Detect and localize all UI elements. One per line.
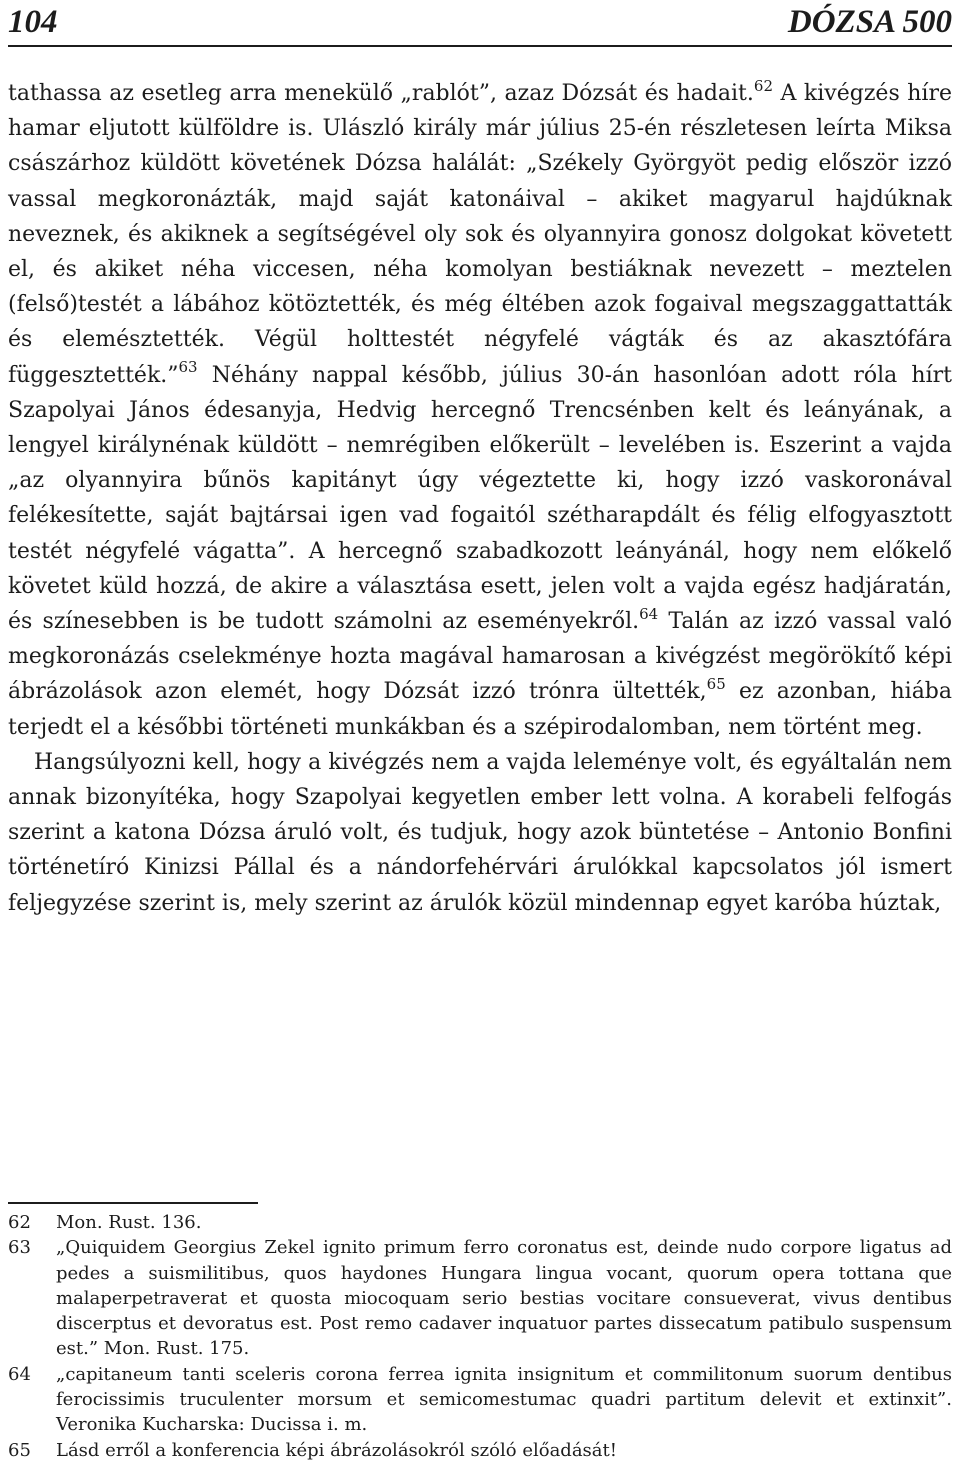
paragraph-2: Hangsúlyozni kell, hogy a kivégzés nem a vajda leleménye volt, és egyáltalán nem annak bizonyítéka, hogy Szapolyai kegyetlen ember lett volna. A korabeli felfogás szerint a katona Dózsa áruló volt, és tudjuk, hogy azok büntetése – Antonio Bonfini történetíró Kinizsi Pállal és a nándorfehérvári árulókkal kapcsolatos jól ismert feljegyzése szerint is, mely szerint az árulók közül mindennap egyet karóba húztak, [8,749,952,916]
footnote [8,1362,952,1438]
text-run: tathassa az esetleg arra menekülő „rablót”, azaz Dózsát és hadait. [8,81,754,106]
footnote-ref-63: 63 [178,358,198,377]
footnote-text: Lásd erről a konferencia képi ábrázolásokról szóló előadását! [56,1439,617,1461]
footnote-text: „Quiquidem Georgius Zekel ignito primum ferro coronatus est, deinde nudo corpore ligatus ad pedes a suismilitibus, quos haydones Hungara lingua vocant, quorum opera tottana que malaperpetraverat et quosta miocoquam serio bestias vocitare consueverat, vivus dentibus discerptus et devoratus est. Post remo cadaver inquatuor partes dissecatum patibulo suspensum est.” Mon. Rust. 175. [56,1237,952,1360]
paragraph-1 [8,76,952,745]
footnote-rule [8,1202,258,1204]
footnote [8,1438,952,1463]
document-page [8,0,952,1471]
footnote [8,1210,952,1235]
footnotes [8,1210,952,1463]
running-title: DÓZSA 500 [787,4,952,40]
footnote-ref-62: 62 [753,76,773,95]
footnote-ref-64: 64 [639,604,659,623]
text-run: Néhány nappal később, július 30-án hasonlóan adott róla hírt Szapolyai János édesanyja, Hedvig hercegnő Trencsénben kelt és leányának, a lengyel királynénak küldött – nemrégiben előkerült – levelében is. Eszerint a vajda „az olyannyira bűnös kapitányt úgy végeztette ki, hogy izzó vaskoronával felékesítette, saját bajtársai igen vad fogaitól szétharapdált és félig elfogyasztott testét négyfelé vágatta”. A hercegnő szabadkozott leányánál, hogy nem előkelő követet küld hozzá, de akire a választása esett, jelen volt a vajda egész hadjáratán, és színesebben is be tudott számolni az eseményekről. [8,362,952,635]
text-run: ez azonban, hiába terjedt el a későbbi történeti munkákban és a szépirodalomban, nem történt meg. [8,679,953,740]
body-text [8,76,952,921]
footnote-number: 63 [8,1237,31,1259]
text-run: A kivégzés híre hamar eljutott külföldre is. Ulászló király már július 25-én részletesen leírta Miksa császárhoz küldött követének Dózsa halálát: „Székely Györgyöt pedig először izzó vassal megkoronázták, majd saját katonáival – akiket magyarul hajdúknak neveznek, és akiknek a segítségével oly sok és olyannyira gonosz dolgokat követett el, és akiket néha viccesen, néha komolyan bestiáknak nevezett – meztelen (felső)testét a lábához kötöztették, és még éltében azok fogaival megszaggattatták és elemésztették. Végül holttestét négyfelé vágták és az akasztófára függesztették.” [8,81,952,388]
footnote-text: Mon. Rust. 136. [56,1212,202,1233]
text-run: Talán az izzó vassal való megkoronázás cselekménye hozta magával hamarosan a kivégzést megörökítő képi ábrázolások azon elemét, hogy Dózsát izzó trónra ültették, [8,609,952,705]
footnote-number: 65 [8,1439,31,1461]
footnote-number: 62 [8,1212,31,1233]
footnote-text: „capitaneum tanti sceleris corona ferrea ignita insignitum et commilitonum suorum dentibus ferocissimis truculenter morsum et semicomestumac quadri partitum delevit et extinxit”. Veronika Kucharska: Ducissa i. m. [56,1363,952,1436]
footnote [8,1235,952,1361]
page-number: 104 [8,4,58,40]
footnote-ref-65: 65 [706,675,726,694]
header-rule [8,45,952,47]
page-header [8,2,952,42]
footnote-number: 64 [8,1363,31,1385]
